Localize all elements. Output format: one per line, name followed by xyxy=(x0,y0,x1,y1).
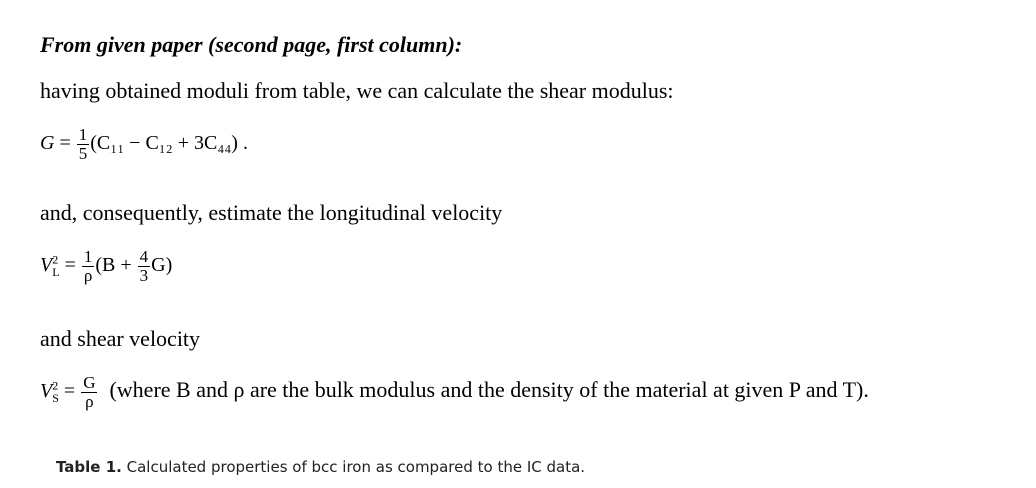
eq-note: (where B and ρ are the bulk modulus and the density of the material at given P and T). xyxy=(109,377,869,403)
eq-lhs-sub: L xyxy=(52,265,60,280)
eq-lhs-sub: S xyxy=(52,391,59,406)
eq-lhs: V xyxy=(40,254,53,277)
fraction xyxy=(82,248,95,285)
equation-shear-velocity: $V^2_S$ = $\frac{G}{\rho}$ (where B and ρ are the bulk modulus and the density of the material at given P and T). xyxy=(40,373,869,411)
numerator: G xyxy=(83,373,96,392)
paragraph-shear-velocity-intro: and shear velocity xyxy=(40,326,201,351)
paragraph-shear-intro: having obtained moduli from table, we can calculate the shear modulus: xyxy=(40,78,674,103)
equation-shear-modulus: G = $\frac{1}{5}$ (C₁₁ − C₁₂ + 3C₄₄) . xyxy=(40,125,248,163)
numerator-2: 4 xyxy=(139,247,149,266)
fraction xyxy=(77,126,90,163)
denominator-2: 3 xyxy=(139,266,149,285)
paragraph-longitudinal-intro: and, consequently, estimate the longitudinal velocity xyxy=(40,200,503,225)
eq-lhs: G xyxy=(40,132,55,155)
heading: From given paper (second page, first column): xyxy=(40,32,463,57)
denominator: ρ xyxy=(81,392,97,411)
numerator: 1 xyxy=(78,125,88,144)
denominator: 5 xyxy=(78,144,88,163)
eq-body: (C₁₁ − C₁₂ + 3C₄₄) . xyxy=(90,132,248,155)
caption-text: Calculated properties of bcc iron as compared to the IC data. xyxy=(126,458,586,476)
caption-label: Table 1. xyxy=(56,458,122,476)
eq-lhs-sup: 2 xyxy=(52,378,59,393)
eq-body-open: (B + xyxy=(95,254,132,277)
denominator: ρ xyxy=(82,266,95,285)
numerator: 1 xyxy=(83,247,93,266)
fraction xyxy=(81,374,97,411)
equation-longitudinal-velocity: $V^2_L$ = $\frac{1}{\rho}$ (B + $\frac{4}{3}$ G) xyxy=(40,247,173,285)
eq-lhs-sup: 2 xyxy=(52,252,59,267)
fraction-2 xyxy=(138,248,151,285)
table-caption xyxy=(56,458,585,476)
eq-lhs: V xyxy=(40,380,53,403)
eq-body-close: G) xyxy=(151,254,173,277)
